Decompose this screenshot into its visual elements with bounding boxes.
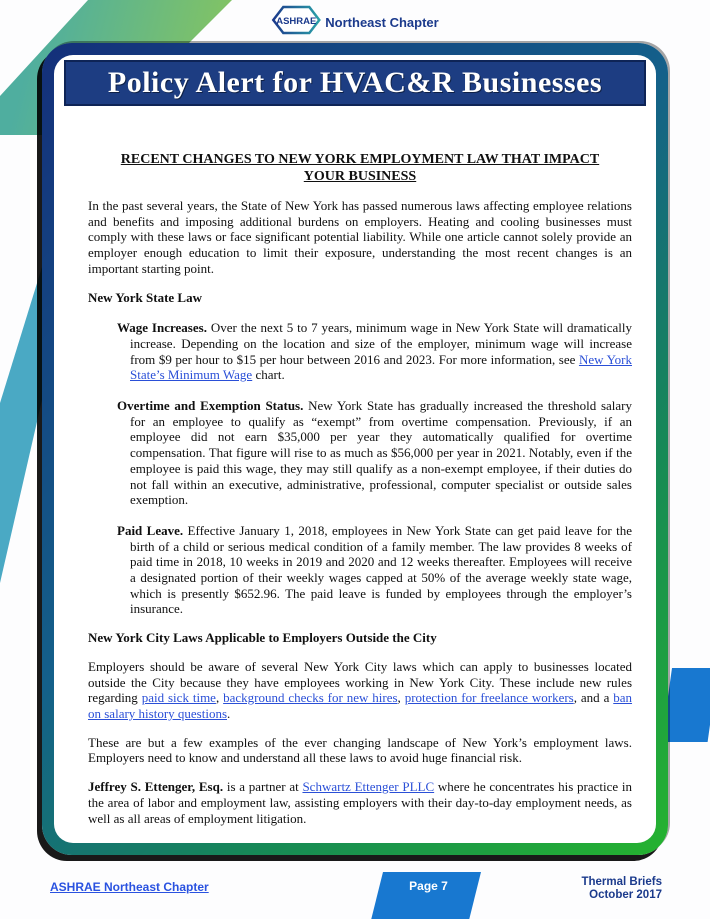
intro-text: In the past several years, the State of New York has passed numerous laws affecting employee relations and benefits and imposing additional burdens on employers. Heating and cooling businesses must comply with these laws or face significant potential liability. While one article cannot solely provide an employer enough education to limit their exposure, understanding the most recent changes is an important starting point. bbox=[88, 198, 632, 276]
section-heading-nyc-laws: New York City Laws Applicable to Employers Outside the City bbox=[88, 630, 437, 646]
author-body2: where he concentrates his practice in the area of labor and employment law, assisting employers with their day-to-day employment needs, as well as all areas of employment litigation. bbox=[88, 779, 633, 826]
overtime-item bbox=[88, 398, 632, 508]
issue-info bbox=[581, 876, 662, 902]
page-title: Policy Alert for HVAC&R Businesses bbox=[107, 66, 603, 99]
background-checks-link[interactable]: background checks for new hires bbox=[223, 690, 398, 706]
author-paragraph bbox=[88, 779, 632, 826]
overtime-lead: Overtime and Exemption Status. bbox=[117, 398, 304, 414]
footer-chapter-link[interactable]: ASHRAE Northeast Chapter bbox=[50, 880, 209, 894]
freelance-workers-link[interactable]: protection for freelance workers bbox=[404, 690, 574, 706]
intro-paragraph bbox=[88, 198, 632, 277]
thermal-briefs-label: Thermal Briefs bbox=[581, 876, 662, 888]
right-edge-blue-stripe bbox=[662, 668, 710, 742]
article-body bbox=[54, 152, 656, 826]
minimum-wage-link[interactable]: New York State’s Minimum Wage bbox=[130, 351, 632, 383]
document-card bbox=[42, 43, 668, 855]
schwartz-ettenger-link[interactable]: Schwartz Ettenger PLLC bbox=[302, 779, 435, 795]
author-lead: Jeffrey S. Ettenger, Esq. bbox=[88, 779, 224, 795]
article-heading-line2: YOUR BUSINESS bbox=[303, 168, 417, 184]
wage-lead: Wage Increases. bbox=[117, 320, 207, 336]
salary-history-link[interactable]: ban on salary history questions bbox=[88, 690, 633, 721]
ashrae-hexagon-icon bbox=[271, 5, 321, 40]
nyc-sep3: , and a bbox=[573, 690, 614, 706]
issue-date-label: October 2017 bbox=[589, 889, 662, 901]
left-diagonal-stripe bbox=[0, 267, 42, 587]
wage-increases-item bbox=[88, 320, 632, 383]
paid-leave-item bbox=[88, 523, 632, 617]
author-body1: is a partner at bbox=[223, 779, 303, 795]
wage-body1: Over the next 5 to 7 years, minimum wage in New York State will dramatically increase. Depending on the location and size of the employer, minimum wage will increase from $9 per hour to $15 per hour between 2016 and 2023. For more information, see bbox=[130, 320, 633, 367]
logo-chapter-text: Northeast Chapter bbox=[325, 15, 439, 30]
paid-sick-time-link[interactable]: paid sick time bbox=[141, 690, 216, 706]
article-heading bbox=[100, 152, 620, 185]
logo-ashrae-text: ASHRAE bbox=[276, 16, 317, 27]
nyc-sep1: , bbox=[215, 690, 224, 706]
document-page bbox=[54, 55, 656, 843]
article-heading-line1: RECENT CHANGES TO NEW YORK EMPLOYMENT LAW THAT IMPACT bbox=[120, 152, 600, 167]
title-banner bbox=[64, 60, 646, 106]
nyc-body1: Employers should be aware of several New York City laws which can apply to businesses located outside the City because they have employees working in New York City. These include new rules regarding bbox=[88, 658, 632, 706]
nyc-sep2: , bbox=[397, 690, 405, 706]
nyc-end: . bbox=[227, 705, 231, 721]
page-number: Page 7 bbox=[409, 879, 448, 893]
examples-paragraph bbox=[88, 735, 632, 766]
paid-leave-body: Effective January 1, 2018, employees in New York State can get paid leave for the birth of a child or serious medical condition of a family member. The law provides 8 weeks of paid time in 2018, 10 weeks in 2019 and 2020 and 12 weeks thereafter. Employees will receive a designated portion of their weekly wages capped at 50% of the average weekly state wage, which is presently $652.96. The paid leave is funded by employees through the employer’s insurance. bbox=[130, 522, 632, 617]
page-number-stripe bbox=[371, 872, 481, 919]
section-heading-state-law: New York State Law bbox=[88, 289, 202, 305]
paid-leave-lead: Paid Leave. bbox=[117, 522, 184, 538]
nyc-paragraph bbox=[88, 659, 632, 722]
overtime-body: New York State has gradually increased the threshold salary for an employee to qualify as “exempt” from overtime compensation. Previously, if an employee did not earn $35,000 per year they automatically qualified for overtime compensation. That figure will rise to as much as $56,000 per year in 2021. Notably, even if the employee is paid this wage, they may still qualify as a non-exempt employee, if their duties do not fall within an executive, administrative, professional, computer specialist or outside sales exemption. bbox=[130, 398, 633, 508]
examples-text: These are but a few examples of the ever changing landscape of New York’s employment laws. Employers need to know and understand all these laws to avoid huge financial risk. bbox=[88, 734, 632, 766]
ashrae-logo bbox=[271, 5, 438, 40]
wage-body2: chart. bbox=[252, 367, 285, 383]
